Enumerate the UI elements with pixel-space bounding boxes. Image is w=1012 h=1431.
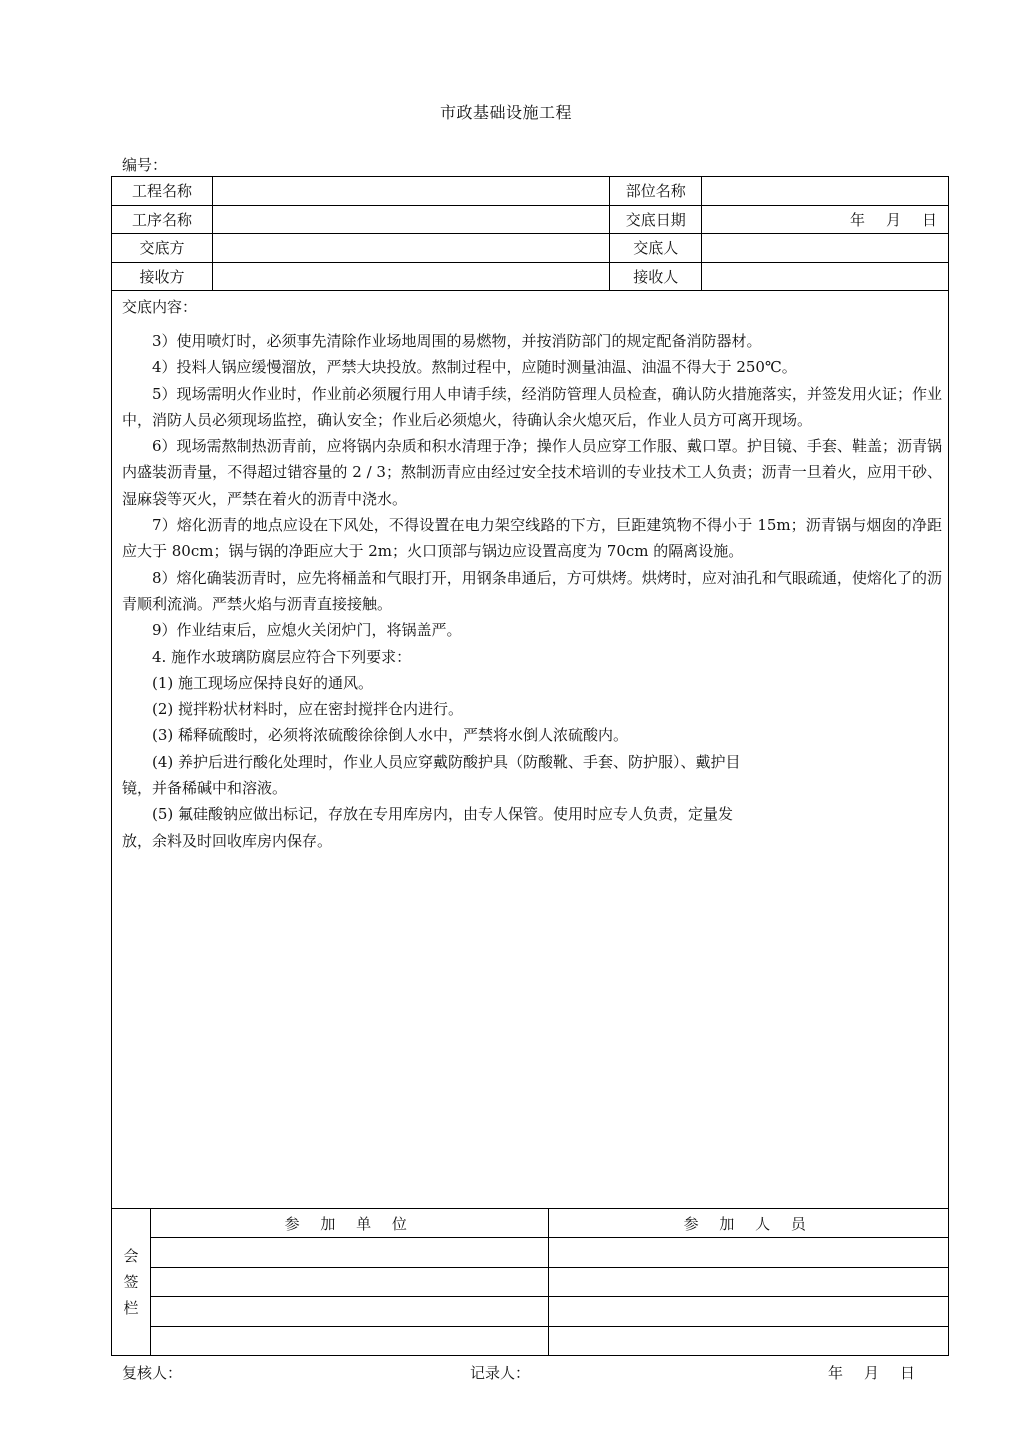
content-paragraph: 3）使用喷灯时，必须事先清除作业场地周围的易燃物，并按消防部门的规定配备消防器材。 bbox=[152, 332, 762, 350]
table-row bbox=[112, 205, 949, 234]
people-cell[interactable] bbox=[549, 1238, 949, 1267]
document-title: 市政基础设施工程 bbox=[439, 103, 572, 122]
content-paragraph: 4. 施作水玻璃防腐层应符合下列要求： bbox=[152, 647, 412, 666]
sign-column-label bbox=[112, 1209, 151, 1356]
people-cell[interactable] bbox=[549, 1326, 949, 1355]
content-paragraph: 9）作业结束后，应熄火关闭炉门，将锅盖严。 bbox=[152, 621, 462, 640]
date-year: 年 bbox=[849, 210, 866, 229]
table-row bbox=[112, 1326, 949, 1355]
reviewer-label: 复核人： bbox=[122, 1364, 183, 1382]
table-row bbox=[112, 1267, 949, 1296]
part-name-label: 部位名称 bbox=[610, 177, 702, 206]
content-paragraph: (5) 氟硅酸钠应做出标记，存放在专用库房内，由专人保管。使用时应专人负责，定量发 bbox=[152, 805, 734, 824]
briefing-person-label: 交底人 bbox=[610, 234, 702, 263]
date-month: 月 bbox=[885, 210, 902, 229]
content-paragraph: 6）现场需熬制热沥青前，应将锅内杂质和积水清理于净；操作人员应穿工作服、戴口罩。护目镜、手套、鞋盖；沥青锅内盛装沥青量，不得超过错容量的 2 / 3；熬制沥青应由经过安全技术培训的专业技术工人负责；沥青一旦着火，应用干砂、湿麻袋等灭火，严禁在着火的沥青中浇水。 bbox=[122, 437, 942, 508]
sign-label-char: 栏 bbox=[123, 1298, 139, 1317]
unit-cell[interactable] bbox=[150, 1238, 549, 1267]
content-paragraph: (3) 稀释硫酸时，必须将浓硫酸徐徐倒人水中，严禁将水倒人浓硫酸内。 bbox=[152, 726, 629, 745]
table-row bbox=[112, 1209, 949, 1238]
briefing-date-label: 交底日期 bbox=[610, 205, 702, 234]
table-row bbox=[112, 234, 949, 263]
content-paragraph: 5）现场需明火作业时，作业前必须履行用人申请手续，经消防管理人员检查，确认防火措施落实，并签发用火证；作业中，消防人员必须现场监控，确认安全；作业后必须熄火，待确认余火熄灭后，作业人员方可离开现场。 bbox=[122, 384, 942, 429]
people-cell[interactable] bbox=[549, 1267, 949, 1296]
receiving-party-label: 接收方 bbox=[112, 262, 213, 291]
briefing-person-field[interactable] bbox=[702, 234, 949, 263]
receiver-label: 接收人 bbox=[610, 262, 702, 291]
table-row bbox=[112, 1297, 949, 1326]
briefing-content-box bbox=[111, 290, 949, 1208]
table-row bbox=[112, 1238, 949, 1267]
project-name-label: 工程名称 bbox=[112, 177, 213, 206]
unit-cell[interactable] bbox=[150, 1297, 549, 1326]
content-body bbox=[122, 328, 942, 854]
doc-number-label: 编号： bbox=[122, 156, 168, 174]
content-paragraph: 8）熔化确装沥青时，应先将桶盖和气眼打开，用钢条串通后，方可烘烤。烘烤时，应对油孔和气眼疏通，使熔化了的沥青顺利流淌。严禁火焰与沥青直接接触。 bbox=[122, 568, 942, 613]
briefing-party-field[interactable] bbox=[212, 234, 609, 263]
unit-cell[interactable] bbox=[150, 1326, 549, 1355]
footer-month: 月 bbox=[864, 1364, 881, 1382]
process-name-label: 工序名称 bbox=[112, 205, 213, 234]
table-row bbox=[112, 262, 949, 291]
signature-table bbox=[111, 1208, 949, 1356]
briefing-party-label: 交底方 bbox=[112, 234, 213, 263]
process-name-field[interactable] bbox=[212, 205, 609, 234]
content-paragraph: 镜，并备稀碱中和溶液。 bbox=[122, 779, 288, 798]
briefing-date-field[interactable] bbox=[702, 205, 949, 234]
part-name-field[interactable] bbox=[702, 177, 949, 206]
content-paragraph: 7）熔化沥青的地点应设在下风处，不得设置在电力架空线路的下方，巨距建筑物不得小于 15m；沥青锅与烟囱的净距应大于 80cm；锅与锅的净距应大于 2m；火口顶部与锅边应设置高度为 70cm 的隔离设施。 bbox=[122, 516, 942, 561]
receiving-party-field[interactable] bbox=[212, 262, 609, 291]
unit-cell[interactable] bbox=[150, 1267, 549, 1296]
participating-unit-header: 参 加 单 位 bbox=[150, 1209, 549, 1238]
footer-day: 日 bbox=[900, 1364, 917, 1382]
date-day: 日 bbox=[921, 210, 938, 229]
content-paragraph: (1) 施工现场应保持良好的通风。 bbox=[152, 673, 374, 692]
content-paragraph: (4) 养护后进行酸化处理时，作业人员应穿戴防酸护具（防酸靴、手套、防护服）、戴护目 bbox=[152, 752, 741, 771]
project-name-field[interactable] bbox=[212, 177, 609, 206]
table-row bbox=[112, 177, 949, 206]
receiver-field[interactable] bbox=[702, 262, 949, 291]
info-table bbox=[111, 176, 949, 291]
content-paragraph: 4）投料人锅应缓慢溜放，严禁大块投放。熬制过程中，应随时测量油温、油温不得大于 250℃。 bbox=[152, 358, 797, 377]
footer-date bbox=[828, 1362, 916, 1383]
people-cell[interactable] bbox=[549, 1297, 949, 1326]
content-paragraph: (2) 搅拌粉状材料时，应在密封搅拌仓内进行。 bbox=[152, 700, 464, 719]
content-paragraph: 放，余料及时回收库房内保存。 bbox=[122, 831, 333, 850]
footer-year: 年 bbox=[828, 1364, 845, 1382]
sign-label-char: 签 bbox=[123, 1272, 139, 1291]
participating-people-header: 参 加 人 员 bbox=[549, 1209, 949, 1238]
recorder-label: 记录人： bbox=[470, 1364, 531, 1382]
sign-label-char: 会 bbox=[123, 1246, 139, 1265]
content-label: 交底内容： bbox=[122, 298, 198, 316]
